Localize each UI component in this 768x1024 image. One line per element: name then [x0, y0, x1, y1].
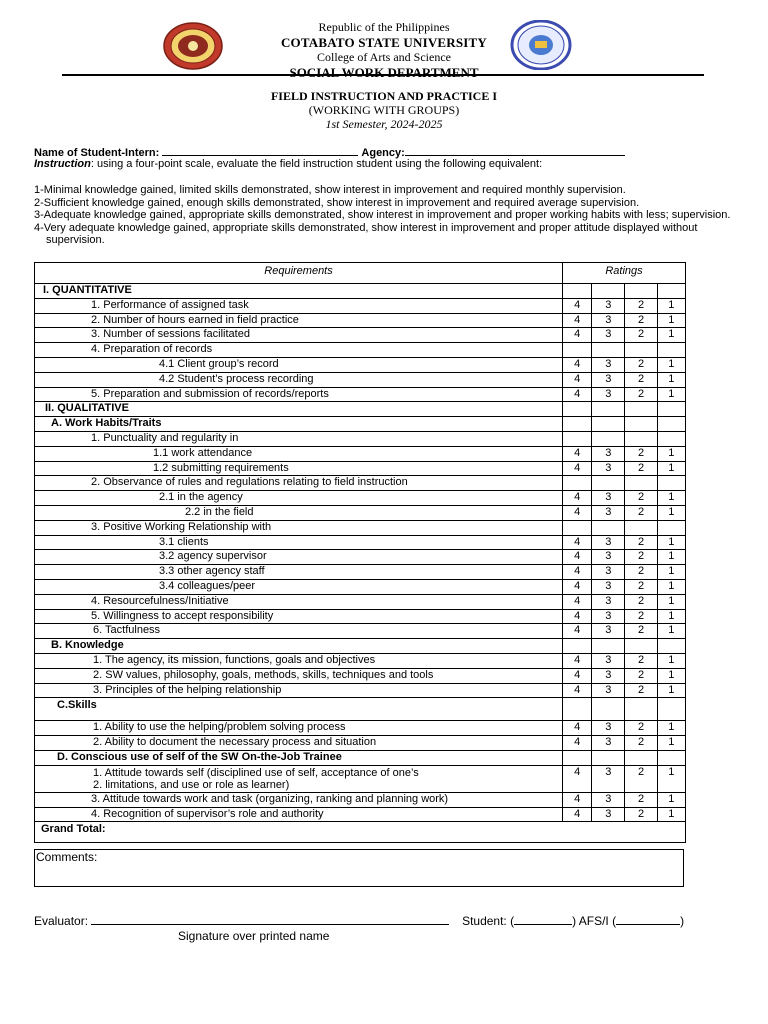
rating-cell[interactable]: 4	[563, 550, 592, 565]
rating-cell[interactable]: 3	[592, 765, 625, 792]
rating-cell[interactable]: 4	[563, 683, 592, 698]
rating-cell[interactable]: 4	[563, 446, 592, 461]
rating-cell	[625, 520, 657, 535]
requirements-header: Requirements	[35, 263, 563, 284]
requirement-cell	[35, 736, 563, 751]
agency-label: Agency:	[361, 147, 405, 159]
rating-cell[interactable]: 2	[625, 624, 657, 639]
table-row	[35, 284, 686, 299]
table-row	[35, 491, 686, 506]
table-row	[35, 328, 686, 343]
rating-cell[interactable]: 4	[563, 565, 592, 580]
rating-cell[interactable]: 4	[563, 653, 592, 668]
table-row	[35, 565, 686, 580]
rating-cell	[657, 639, 685, 654]
header-republic: Republic of the Philippines	[318, 20, 450, 34]
rating-cell[interactable]: 1	[657, 461, 685, 476]
rating-cell[interactable]: 1	[657, 372, 685, 387]
rating-cell	[625, 750, 657, 765]
requirement-label: 4. Resourcefulness/Initiative	[91, 594, 229, 607]
rating-cell[interactable]: 3	[592, 807, 625, 822]
rating-cell[interactable]: 1	[657, 765, 685, 792]
table-row	[35, 721, 686, 736]
rating-cell[interactable]: 2	[625, 683, 657, 698]
requirement-label: D. Conscious use of self of the SW On-the-Job Trainee	[57, 750, 342, 763]
table-row	[35, 579, 686, 594]
rating-cell[interactable]: 1	[657, 683, 685, 698]
rating-cell[interactable]: 2	[625, 579, 657, 594]
rating-cell[interactable]: 1	[657, 550, 685, 565]
table-row	[35, 624, 686, 639]
requirement-label: 4.2 Student’s process recording	[159, 372, 314, 385]
requirement-label: 1. Performance of assigned task	[91, 298, 249, 311]
student-afs-label: ) AFS/I (	[572, 914, 617, 928]
rating-cell[interactable]: 2	[625, 461, 657, 476]
requirement-cell	[35, 639, 563, 654]
requirement-cell	[35, 491, 563, 506]
rating-cell	[657, 750, 685, 765]
requirement-cell	[35, 431, 563, 446]
requirement-label-line2: 2. limitations, and use or role as learner)	[93, 778, 290, 791]
requirement-cell	[35, 579, 563, 594]
rating-cell[interactable]: 1	[657, 505, 685, 520]
table-row	[35, 683, 686, 698]
rating-cell[interactable]: 2	[625, 594, 657, 609]
signature-caption: Signature over printed name	[178, 929, 330, 943]
rating-cell[interactable]: 4	[563, 579, 592, 594]
rating-cell[interactable]: 2	[625, 298, 657, 313]
table-row	[35, 653, 686, 668]
rating-cell[interactable]: 3	[592, 736, 625, 751]
rating-cell[interactable]: 3	[592, 313, 625, 328]
rating-cell[interactable]: 1	[657, 579, 685, 594]
requirement-label: 6. Tactfulness	[93, 624, 161, 637]
rating-cell	[592, 431, 625, 446]
requirement-cell	[35, 402, 563, 417]
rating-cell[interactable]: 1	[657, 328, 685, 343]
requirement-cell	[35, 520, 563, 535]
scale-item-3: 3-Adequate knowledge gained, appropriate skills demonstrated, show interest in improvement and proper working habits with less; supervision.	[34, 209, 731, 222]
rating-cell[interactable]: 4	[563, 765, 592, 792]
rating-cell[interactable]: 2	[625, 736, 657, 751]
rating-cell	[592, 520, 625, 535]
requirement-label: II. QUALITATIVE	[45, 402, 129, 415]
table-row	[35, 476, 686, 491]
requirement-label: 1. Punctuality and regularity in	[91, 431, 239, 444]
name-label: Name of Student-Intern:	[34, 147, 160, 159]
rating-cell	[563, 431, 592, 446]
requirement-cell	[35, 313, 563, 328]
rating-cell[interactable]: 3	[592, 609, 625, 624]
requirement-cell	[35, 624, 563, 639]
rating-cell[interactable]: 1	[657, 594, 685, 609]
requirement-cell	[35, 792, 563, 807]
table-row	[35, 298, 686, 313]
requirement-cell	[35, 387, 563, 402]
requirement-label: 4. Preparation of records	[91, 343, 213, 356]
rating-cell[interactable]: 4	[563, 505, 592, 520]
form-subtitle: (WORKING WITH GROUPS)	[308, 103, 460, 117]
rating-cell[interactable]: 3	[592, 565, 625, 580]
rating-cell	[625, 639, 657, 654]
evaluator-label: Evaluator:	[34, 914, 89, 928]
rating-cell[interactable]: 1	[657, 609, 685, 624]
document-header	[0, 18, 768, 78]
rating-cell[interactable]: 2	[625, 807, 657, 822]
rating-cell[interactable]: 3	[592, 624, 625, 639]
requirement-label: 3.3 other agency staff	[159, 565, 265, 578]
rating-scale	[34, 184, 739, 247]
rating-cell[interactable]: 4	[563, 624, 592, 639]
evaluator-row	[34, 914, 734, 928]
table-row	[35, 807, 686, 822]
requirement-cell	[35, 822, 686, 843]
requirement-cell	[35, 750, 563, 765]
requirement-cell	[35, 461, 563, 476]
rating-cell[interactable]: 1	[657, 792, 685, 807]
requirement-cell	[35, 328, 563, 343]
rating-cell[interactable]: 3	[592, 721, 625, 736]
table-row	[35, 357, 686, 372]
table-header-row	[35, 263, 686, 284]
rating-cell[interactable]: 1	[657, 668, 685, 683]
rating-cell	[625, 698, 657, 721]
requirement-cell	[35, 417, 563, 432]
rating-cell[interactable]: 3	[592, 387, 625, 402]
requirement-cell	[35, 653, 563, 668]
rating-cell	[563, 402, 592, 417]
scale-item-2: 2-Sufficient knowledge gained, enough skills demonstrated, show interest in improvement and required average supervision.	[34, 196, 640, 209]
rating-cell	[563, 698, 592, 721]
rating-cell	[563, 343, 592, 358]
requirement-cell	[35, 476, 563, 491]
ratings-header: Ratings	[563, 263, 686, 284]
requirement-cell	[35, 298, 563, 313]
rating-cell[interactable]: 2	[625, 372, 657, 387]
rating-cell[interactable]: 3	[592, 491, 625, 506]
rating-cell	[563, 284, 592, 299]
rating-cell[interactable]: 4	[563, 461, 592, 476]
rating-cell[interactable]: 2	[625, 491, 657, 506]
requirement-cell	[35, 683, 563, 698]
rating-cell[interactable]: 1	[657, 721, 685, 736]
rating-cell[interactable]: 1	[657, 624, 685, 639]
table-row	[35, 313, 686, 328]
rating-cell[interactable]: 1	[657, 446, 685, 461]
rating-cell	[657, 698, 685, 721]
rating-cell[interactable]: 3	[592, 550, 625, 565]
rating-cell[interactable]: 4	[563, 372, 592, 387]
requirement-cell	[35, 357, 563, 372]
requirement-cell	[35, 765, 563, 792]
rating-cell[interactable]: 1	[657, 491, 685, 506]
header-university: COTABATO STATE UNIVERSITY	[280, 35, 488, 50]
rating-cell[interactable]: 4	[563, 736, 592, 751]
rating-cell[interactable]: 3	[592, 594, 625, 609]
requirement-label: A. Work Habits/Traits	[51, 417, 162, 430]
scale-item-1: 1-Minimal knowledge gained, limited skills demonstrated, show interest in improvement and required monthly supervision.	[34, 184, 626, 196]
table-row	[35, 765, 686, 792]
table-row	[35, 535, 686, 550]
student-label: Student: (	[462, 914, 515, 928]
rating-cell[interactable]: 3	[592, 461, 625, 476]
rating-cell	[657, 417, 685, 432]
rating-cell	[563, 750, 592, 765]
table-row	[35, 402, 686, 417]
rating-cell[interactable]: 2	[625, 792, 657, 807]
rating-cell	[563, 639, 592, 654]
table-row	[35, 639, 686, 654]
rating-cell[interactable]: 3	[592, 298, 625, 313]
afs-score-field[interactable]	[616, 915, 680, 925]
header-divider	[62, 74, 704, 76]
rating-cell[interactable]: 3	[592, 668, 625, 683]
requirement-cell	[35, 668, 563, 683]
rating-cell[interactable]: 3	[592, 446, 625, 461]
table-row	[35, 446, 686, 461]
evaluation-table-body	[35, 284, 686, 843]
requirement-cell	[35, 372, 563, 387]
requirement-label: 4. Recognition of supervisor’s role and authority	[91, 807, 324, 820]
requirement-label: 3. Positive Working Relationship with	[91, 520, 272, 533]
rating-cell[interactable]: 4	[563, 721, 592, 736]
rating-cell[interactable]: 3	[592, 357, 625, 372]
table-row	[35, 550, 686, 565]
rating-cell	[657, 343, 685, 358]
rating-cell	[592, 750, 625, 765]
rating-cell	[563, 476, 592, 491]
table-row	[35, 594, 686, 609]
requirement-label: 3.1 clients	[159, 535, 209, 548]
requirement-cell	[35, 807, 563, 822]
rating-cell[interactable]: 4	[563, 313, 592, 328]
requirement-cell	[35, 565, 563, 580]
rating-cell[interactable]: 1	[657, 357, 685, 372]
rating-cell[interactable]: 4	[563, 609, 592, 624]
rating-cell[interactable]: 2	[625, 446, 657, 461]
requirement-label: 2. Observance of rules and regulations relating to field instruction	[91, 476, 408, 489]
requirement-label: 5. Willingness to accept responsibility	[91, 609, 274, 622]
requirement-cell	[35, 535, 563, 550]
name-field[interactable]	[162, 146, 358, 156]
requirement-cell	[35, 446, 563, 461]
rating-cell	[563, 520, 592, 535]
requirement-cell	[35, 550, 563, 565]
table-row	[35, 343, 686, 358]
rating-cell	[592, 639, 625, 654]
form-titles	[0, 89, 768, 131]
requirement-label: 2. Ability to document the necessary process and situation	[93, 736, 377, 749]
requirement-label: B. Knowledge	[51, 639, 124, 652]
requirement-label: 1.1 work attendance	[153, 446, 253, 459]
rating-cell[interactable]: 4	[563, 357, 592, 372]
rating-cell[interactable]: 4	[563, 298, 592, 313]
evaluator-signature-field[interactable]	[91, 915, 449, 925]
requirement-label: 2. Number of hours earned in field practice	[91, 313, 299, 326]
table-row	[35, 431, 686, 446]
requirement-cell	[35, 609, 563, 624]
requirement-label: 2.1 in the agency	[159, 491, 243, 504]
requirement-label: I. QUANTITATIVE	[43, 284, 132, 296]
requirement-label: 1. Ability to use the helping/problem solving process	[93, 721, 346, 734]
rating-cell	[592, 343, 625, 358]
rating-cell[interactable]: 2	[625, 550, 657, 565]
rating-cell	[657, 520, 685, 535]
requirement-label: 4.1 Client group’s record	[159, 357, 279, 370]
college-seal-icon	[510, 20, 572, 70]
student-score-field[interactable]	[514, 915, 572, 925]
rating-cell[interactable]: 2	[625, 328, 657, 343]
rating-cell[interactable]: 1	[657, 653, 685, 668]
rating-cell[interactable]: 1	[657, 736, 685, 751]
table-row	[35, 505, 686, 520]
evaluation-table	[34, 262, 686, 843]
requirement-label: 3.2 agency supervisor	[159, 550, 267, 563]
rating-cell	[657, 284, 685, 299]
rating-cell[interactable]: 1	[657, 535, 685, 550]
agency-field[interactable]	[405, 146, 625, 156]
rating-cell	[657, 431, 685, 446]
rating-cell[interactable]: 2	[625, 565, 657, 580]
comments-box[interactable]	[34, 849, 684, 887]
rating-cell	[592, 284, 625, 299]
requirement-label: 1. The agency, its mission, functions, goals and objectives	[93, 653, 376, 666]
rating-cell	[625, 431, 657, 446]
instruction-text: : using a four-point scale, evaluate the field instruction student using the following equivalent:	[90, 158, 543, 170]
table-row	[35, 387, 686, 402]
comments-label: Comments:	[36, 850, 98, 864]
rating-cell[interactable]: 1	[657, 298, 685, 313]
requirement-label: C.Skills	[57, 699, 97, 712]
rating-cell	[592, 698, 625, 721]
rating-cell[interactable]: 1	[657, 807, 685, 822]
rating-cell[interactable]: 3	[592, 372, 625, 387]
header-college: College of Arts and Science	[317, 50, 451, 64]
table-row	[35, 750, 686, 765]
requirement-label: 1.2 submitting requirements	[153, 461, 289, 474]
rating-cell	[657, 476, 685, 491]
rating-cell[interactable]: 2	[625, 668, 657, 683]
table-row	[35, 609, 686, 624]
table-row	[35, 698, 686, 721]
rating-cell[interactable]: 3	[592, 653, 625, 668]
rating-cell[interactable]: 4	[563, 807, 592, 822]
rating-cell	[625, 402, 657, 417]
rating-cell[interactable]: 2	[625, 535, 657, 550]
rating-cell[interactable]: 2	[625, 387, 657, 402]
rating-cell[interactable]: 1	[657, 387, 685, 402]
requirement-cell	[35, 698, 563, 721]
table-row	[35, 461, 686, 476]
rating-cell	[592, 402, 625, 417]
requirement-cell	[35, 343, 563, 358]
requirement-label: 3. Attitude towards work and task (organizing, ranking and planning work)	[91, 792, 449, 805]
table-row	[35, 792, 686, 807]
rating-cell[interactable]: 3	[592, 683, 625, 698]
rating-cell[interactable]: 4	[563, 668, 592, 683]
instruction	[34, 158, 542, 171]
instruction-label: Instruction	[34, 158, 91, 170]
form-semester: 1st Semester, 2024-2025	[325, 117, 443, 131]
rating-cell	[563, 417, 592, 432]
student-close-paren: )	[680, 914, 685, 928]
rating-cell[interactable]: 4	[563, 328, 592, 343]
rating-cell[interactable]: 4	[563, 491, 592, 506]
rating-cell[interactable]: 4	[563, 594, 592, 609]
scale-item-4: 4-Very adequate knowledge gained, appropriate skills demonstrated, show interest in improvement and proper attitude displayed without supervision.	[34, 221, 698, 247]
rating-cell	[657, 402, 685, 417]
requirement-cell	[35, 594, 563, 609]
requirement-label: 3. Number of sessions facilitated	[91, 328, 250, 341]
rating-cell[interactable]: 3	[592, 792, 625, 807]
rating-cell[interactable]: 2	[625, 765, 657, 792]
rating-cell[interactable]: 2	[625, 357, 657, 372]
requirement-label: 3.4 colleagues/peer	[159, 579, 256, 592]
rating-cell[interactable]: 2	[625, 653, 657, 668]
requirement-label: Grand Total:	[41, 823, 106, 836]
rating-cell[interactable]: 3	[592, 328, 625, 343]
requirement-label: 2.2 in the field	[185, 505, 254, 518]
requirement-label: 3. Principles of the helping relationship	[93, 683, 282, 696]
rating-cell[interactable]: 2	[625, 505, 657, 520]
rating-cell[interactable]: 1	[657, 565, 685, 580]
form-title: FIELD INSTRUCTION AND PRACTICE I	[270, 89, 498, 103]
rating-cell	[625, 343, 657, 358]
rating-cell[interactable]: 2	[625, 721, 657, 736]
rating-cell[interactable]: 2	[625, 609, 657, 624]
rating-cell[interactable]: 4	[563, 535, 592, 550]
table-row	[35, 668, 686, 683]
requirement-cell	[35, 284, 563, 299]
requirement-label: 2. SW values, philosophy, goals, methods, skills, techniques and tools	[93, 668, 434, 681]
table-row	[35, 822, 686, 843]
rating-cell[interactable]: 3	[592, 535, 625, 550]
rating-cell[interactable]: 1	[657, 313, 685, 328]
rating-cell	[625, 476, 657, 491]
rating-cell[interactable]: 2	[625, 313, 657, 328]
rating-cell	[592, 417, 625, 432]
table-row	[35, 520, 686, 535]
rating-cell[interactable]: 4	[563, 387, 592, 402]
header-department: SOCIAL WORK DEPARTMENT	[289, 65, 479, 80]
rating-cell[interactable]: 3	[592, 505, 625, 520]
table-row	[35, 372, 686, 387]
requirement-cell	[35, 505, 563, 520]
requirement-label: 5. Preparation and submission of records/reports	[91, 387, 329, 400]
rating-cell	[592, 476, 625, 491]
requirement-label: 1. Attitude towards self (disciplined use of self, acceptance of one’s	[93, 766, 419, 779]
rating-cell[interactable]: 3	[592, 579, 625, 594]
table-row	[35, 736, 686, 751]
table-row	[35, 417, 686, 432]
requirement-cell	[35, 721, 563, 736]
rating-cell	[625, 417, 657, 432]
rating-cell[interactable]: 4	[563, 792, 592, 807]
rating-cell	[625, 284, 657, 299]
